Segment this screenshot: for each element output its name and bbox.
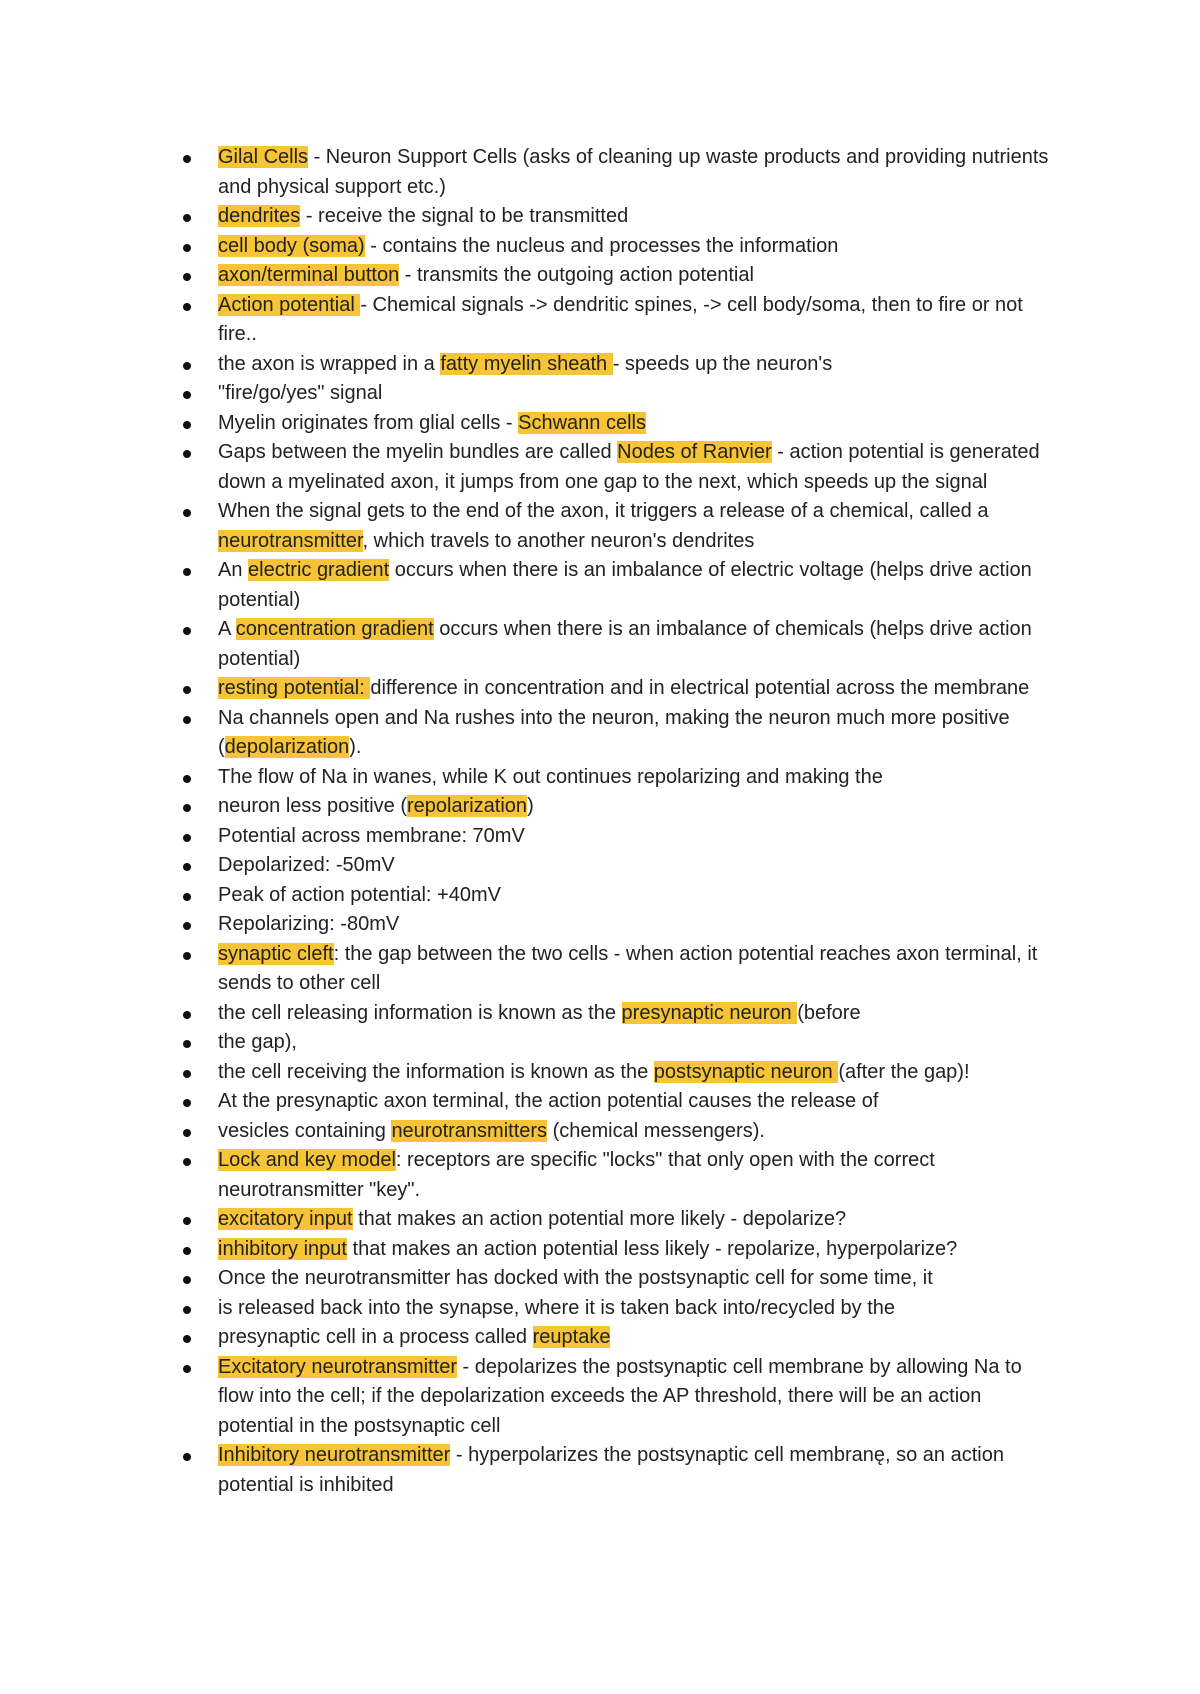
bullet-text: neuron less positive ( <box>218 795 407 817</box>
bullet-item <box>0 910 1200 940</box>
bullet-text: occurs when there is an imbalance of electric voltage (helps drive action potential) <box>218 559 1032 611</box>
highlighted-term: electric gradient <box>248 559 390 581</box>
highlighted-term: Schwann cells <box>518 411 646 434</box>
bullet-text: the gap), <box>218 1031 297 1053</box>
bullet-item <box>0 232 1200 262</box>
bullet-text: Myelin originates from glial cells - <box>218 411 519 434</box>
highlighted-term: reuptake <box>532 1326 611 1348</box>
highlighted-term: Lock and key model <box>218 1149 396 1171</box>
highlighted-term: cell body (soma) <box>218 234 365 257</box>
bullet-item <box>0 1117 1200 1147</box>
highlighted-term: concentration gradient <box>235 618 434 640</box>
bullet-text: difference in concentration and in electrical potential across the membrane <box>370 677 1030 699</box>
bullet-item <box>0 851 1200 881</box>
bullet-list <box>0 143 1200 1500</box>
highlighted-term: neurotransmitter <box>218 529 363 552</box>
bullet-item <box>0 1294 1200 1324</box>
bullet-text: - action potential is generated down a myelinated axon, it jumps from one gap to the next, which speeds up the signal <box>218 441 1040 493</box>
bullet-item <box>0 1441 1200 1500</box>
bullet-item <box>0 1323 1200 1353</box>
highlighted-term: presynaptic neuron <box>621 1001 798 1024</box>
bullet-text: (after the gap)! <box>838 1060 970 1083</box>
bullet-text: (chemical messengers). <box>547 1119 765 1142</box>
bullet-text: - receive the signal to be transmitted <box>300 205 629 227</box>
bullet-text: An <box>218 559 249 581</box>
bullet-item <box>0 261 1200 291</box>
bullet-item <box>0 881 1200 911</box>
bullet-item <box>0 291 1200 350</box>
highlighted-term: Inhibitory neurotransmitter <box>218 1444 451 1466</box>
bullet-text: "fire/go/yes" signal <box>218 382 383 404</box>
bullet-text: ) <box>527 795 534 817</box>
bullet-text: : the gap between the two cells - when action potential reaches axon terminal, it sends to other cell <box>218 942 1038 994</box>
bullet-text: Once the neurotransmitter has docked with the postsynaptic cell for some time, it <box>218 1267 933 1289</box>
bullet-text: : receptors are specific "locks" that only open with the correct neurotransmitter "key". <box>218 1149 935 1201</box>
bullet-item <box>0 1235 1200 1265</box>
bullet-text: ). <box>349 736 362 758</box>
bullet-item <box>0 1264 1200 1294</box>
bullet-text: presynaptic cell in a process called <box>218 1326 533 1348</box>
bullet-item <box>0 822 1200 852</box>
bullet-item <box>0 763 1200 793</box>
highlighted-term: inhibitory input <box>218 1237 347 1260</box>
bullet-text: (before <box>797 1001 861 1024</box>
bullet-item <box>0 556 1200 615</box>
highlighted-term: resting potential: <box>218 677 371 699</box>
bullet-text: - contains the nucleus and processes the information <box>364 234 839 257</box>
highlighted-term: Excitatory neurotransmitter <box>218 1355 457 1378</box>
bullet-text: is released back into the synapse, where it is taken back into/recycled by the <box>218 1296 896 1319</box>
bullet-text: the cell releasing information is known as the <box>218 1001 622 1024</box>
bullet-text: Potential across membrane: 70mV <box>218 824 525 847</box>
bullet-text: that makes an action potential more likely - depolarize? <box>352 1208 847 1230</box>
highlighted-term: Action potential <box>218 293 361 316</box>
bullet-text: Peak of action potential: +40mV <box>218 883 501 906</box>
bullet-text: occurs when there is an imbalance of chemicals (helps drive action potential) <box>218 618 1032 670</box>
bullet-text: Depolarized: -50mV <box>218 854 395 876</box>
bullet-item <box>0 143 1200 202</box>
bullet-item <box>0 379 1200 409</box>
bullet-item <box>0 674 1200 704</box>
highlighted-term: excitatory input <box>218 1208 353 1230</box>
bullet-item <box>0 1205 1200 1235</box>
bullet-item <box>0 1028 1200 1058</box>
bullet-text: the axon is wrapped in a <box>218 352 441 375</box>
bullet-text: vesicles containing <box>218 1119 392 1142</box>
bullet-text: - transmits the outgoing action potential <box>399 264 754 286</box>
bullet-item <box>0 409 1200 439</box>
highlighted-term: Gilal Cells <box>218 146 309 168</box>
highlighted-term: depolarization <box>224 736 350 758</box>
bullet-item <box>0 615 1200 674</box>
bullet-text: Na channels open and Na rushes into the neuron, making the neuron much more positive ( <box>218 706 1010 758</box>
highlighted-term: repolarization <box>406 795 528 817</box>
highlighted-term: dendrites <box>218 205 301 227</box>
bullet-text: A <box>218 618 236 640</box>
bullet-item <box>0 497 1200 556</box>
bullet-item <box>0 1058 1200 1088</box>
bullet-item <box>0 940 1200 999</box>
bullet-text: - hyperpolarizes the postsynaptic cell membranę, so an action potential is inhibited <box>218 1444 1004 1496</box>
bullet-text: the cell receiving the information is known as the <box>218 1060 654 1083</box>
highlighted-term: postsynaptic neuron <box>653 1060 839 1083</box>
bullet-item <box>0 792 1200 822</box>
highlighted-term: axon/terminal button <box>218 264 400 286</box>
bullet-text: Repolarizing: -80mV <box>218 913 400 935</box>
highlighted-term: Nodes of Ranvier <box>617 441 772 463</box>
highlighted-term: synaptic cleft <box>218 942 334 965</box>
bullet-text: At the presynaptic axon terminal, the action potential causes the release of <box>218 1090 879 1112</box>
bullet-text: that makes an action potential less likely - repolarize, hyperpolarize? <box>346 1237 958 1260</box>
bullet-item <box>0 202 1200 232</box>
bullet-item <box>0 1353 1200 1442</box>
highlighted-term: neurotransmitters <box>391 1119 548 1142</box>
bullet-item <box>0 438 1200 497</box>
bullet-item <box>0 1087 1200 1117</box>
bullet-text: The flow of Na in wanes, while K out continues repolarizing and making the <box>218 765 883 788</box>
bullet-item <box>0 999 1200 1029</box>
bullet-text: Gaps between the myelin bundles are called <box>218 441 618 463</box>
highlighted-term: fatty myelin sheath <box>440 352 613 375</box>
bullet-text: When the signal gets to the end of the axon, it triggers a release of a chemical, called a <box>218 500 989 522</box>
bullet-text: - speeds up the neuron's <box>612 352 833 375</box>
bullet-item <box>0 704 1200 763</box>
bullet-item <box>0 350 1200 380</box>
bullet-text: , which travels to another neuron's dendrites <box>362 529 755 552</box>
bullet-item <box>0 1146 1200 1205</box>
bullet-text: - Neuron Support Cells (asks of cleaning up waste products and providing nutrients and physical support etc.) <box>218 146 1049 198</box>
bullet-text: - Chemical signals -> dendritic spines, -> cell body/soma, then to fire or not fire.. <box>218 293 1023 345</box>
bullet-text: - depolarizes the postsynaptic cell membrane by allowing Na to flow into the cell; if the depolarization exceeds the AP threshold, there will be an action potential in the postsynaptic cell <box>218 1355 1022 1437</box>
